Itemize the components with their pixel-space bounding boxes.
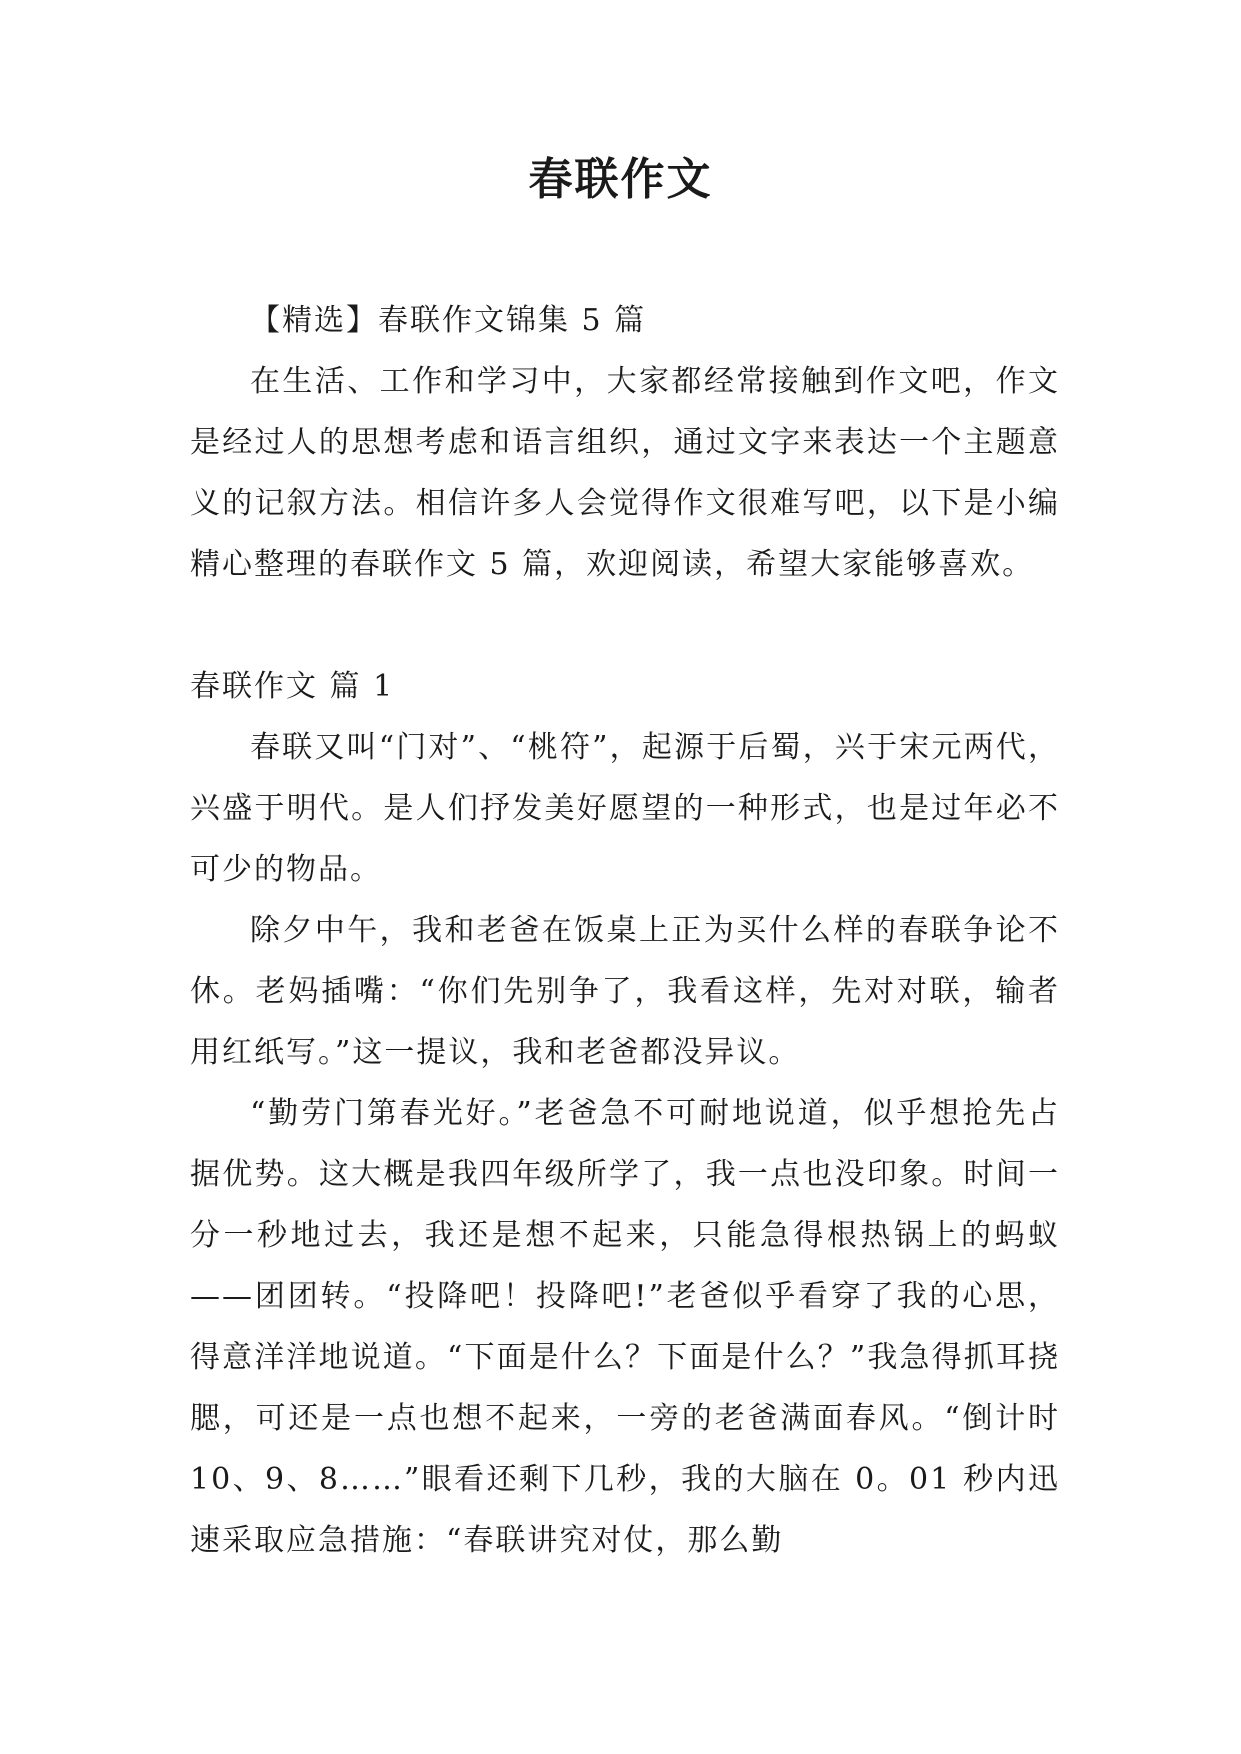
document-body (190, 290, 1060, 1571)
section-paragraph: “勤劳门第春光好。”老爸急不可耐地说道，似乎想抢先占据优势。这大概是我四年级所学了，我一点也没印象。时间一分一秒地过去，我还是想不起来，只能急得根热锅上的蚂蚁——团团转。“投降吧！投降吧!”老爸似乎看穿了我的心思，得意洋洋地说道。“下面是什么？下面是什么？”我急得抓耳挠腮，可还是一点也想不起来，一旁的老爸满面春风。“倒计时 10、9、8……”眼看还剩下几秒，我的大脑在 0。01 秒内迅速采取应急措施：“春联讲究对仗，那么勤 (190, 1096, 1060, 1558)
document-subtitle: 【精选】春联作文锦集 5 篇 (250, 303, 647, 338)
document-title: 春联作文 (528, 154, 713, 205)
section-paragraph: 春联又叫“门对”、“桃符”，起源于后蜀，兴于宋元两代，兴盛于明代。是人们抒发美好愿望的一种形式，也是过年必不可少的物品。 (190, 730, 1060, 887)
section-paragraph: 除夕中午，我和老爸在饭桌上正为买什么样的春联争论不休。老妈插嘴：“你们先别争了，我看这样，先对对联，输者用红纸写。”这一提议，我和老爸都没异议。 (190, 913, 1060, 1070)
intro-paragraph: 在生活、工作和学习中，大家都经常接触到作文吧，作文是经过人的思想考虑和语言组织，通过文字来表达一个主题意义的记叙方法。相信许多人会觉得作文很难写吧，以下是小编精心整理的春联作文 5 篇，欢迎阅读，希望大家能够喜欢。 (190, 364, 1060, 582)
section-heading: 春联作文 篇 1 (190, 669, 395, 704)
